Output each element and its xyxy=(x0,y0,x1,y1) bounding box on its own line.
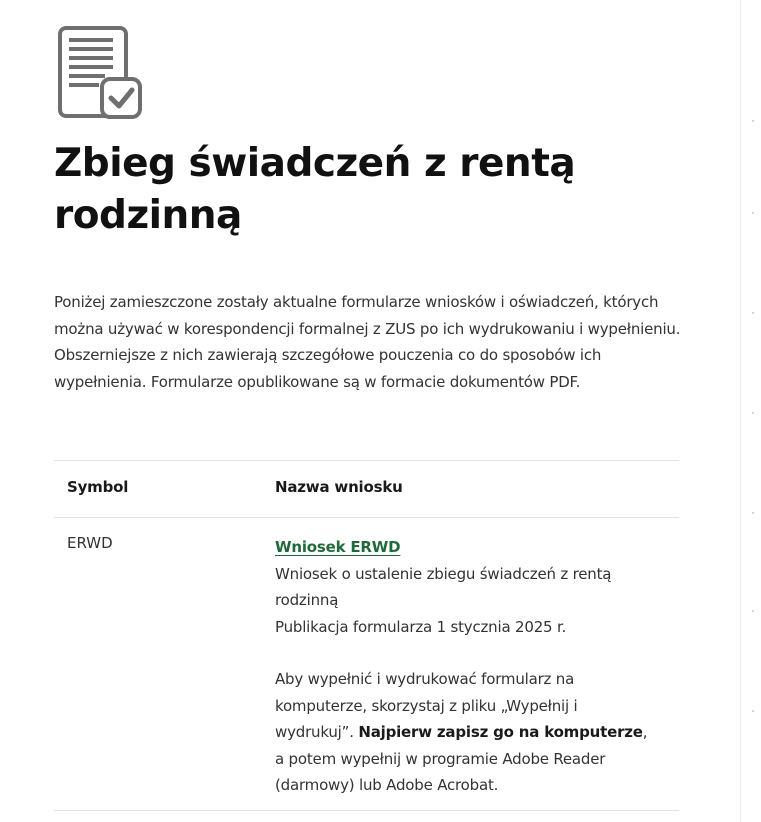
column-header-name: Nazwa wniosku xyxy=(275,478,403,496)
column-header-symbol: Symbol xyxy=(67,478,129,496)
sidebar-marker xyxy=(752,512,754,514)
instructions-emphasis: Najpierw zapisz go na komputerze xyxy=(358,723,643,741)
form-symbol: ERWD xyxy=(67,534,113,552)
sidebar-divider xyxy=(740,0,741,822)
instructions-text: Aby wypełnić i wydrukować formularz na komputerze, skorzystaj z pliku „Wypełnij i wydrukuj”. xyxy=(275,670,578,741)
sidebar-marker xyxy=(752,412,754,414)
form-details xyxy=(275,534,655,799)
page-title: Zbieg świadczeń z rentą rodzinną xyxy=(54,141,576,238)
intro-paragraph: Poniżej zamieszczone zostały aktualne formularze wniosków i oświadczeń, których można używać w korespondencji formalnej z ZUS po ich wydrukowaniu i wypełnieniu. Obszerniejsze z nich zawierają szczegółowe pouczenia co do sposobów ich wypełnienia. Formularze opublikowane są w formacie dokumentów PDF. xyxy=(54,293,681,391)
form-publication-date: Publikacja formularza 1 stycznia 2025 r. xyxy=(275,617,567,636)
table-header xyxy=(54,461,679,518)
document-checkmark-icon xyxy=(56,24,144,120)
sidebar-marker xyxy=(752,710,754,712)
form-link-erwd[interactable]: Wniosek ERWD xyxy=(275,538,401,556)
form-description: Wniosek o ustalenie zbiegu świadczeń z rentą rodzinną xyxy=(275,564,612,609)
forms-table xyxy=(54,460,679,811)
sidebar-marker xyxy=(752,120,754,122)
instructions-text-end: , a potem wypełnij w programie Adobe Reader (darmowy) lub Adobe Acrobat. xyxy=(275,723,648,794)
sidebar-marker xyxy=(752,212,754,214)
sidebar-marker xyxy=(752,610,754,612)
spacer xyxy=(275,640,655,666)
table-row xyxy=(54,518,679,811)
form-instructions xyxy=(275,666,655,799)
sidebar-marker xyxy=(752,312,754,314)
